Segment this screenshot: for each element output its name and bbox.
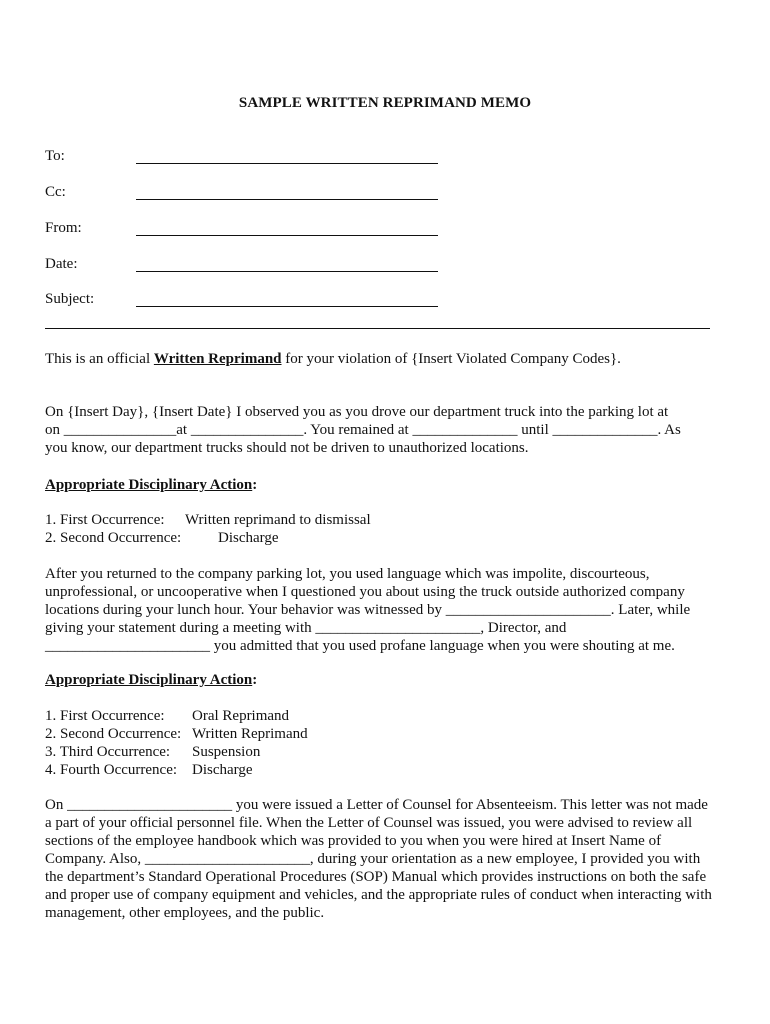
paragraph-line: After you returned to the company parking lot, you used language which was impolite, discourteous, (45, 566, 650, 582)
list-item-value: Written reprimand to dismissal (185, 512, 371, 528)
section-heading-text: Appropriate Disciplinary Action (45, 672, 253, 688)
paragraph-line: you know, our department trucks should not be driven to unauthorized locations. (45, 440, 529, 456)
paragraph-line: On {Insert Day}, {Insert Date} I observed you as you drove our department truck into the parking lot at (45, 404, 669, 420)
cc-label: Cc: (45, 184, 66, 200)
paragraph-line: on _______________at _______________. You remained at ______________ until ______________. As (45, 422, 681, 438)
intro-paragraph (45, 350, 725, 368)
cc-field (45, 184, 445, 204)
list-item-value: Oral Reprimand (192, 708, 290, 724)
memo-title: SAMPLE WRITTEN REPRIMAND MEMO (238, 95, 532, 111)
paragraph-line: unprofessional, or uncooperative when I questioned you about using the truck outside authorized company (45, 584, 685, 600)
section-heading-2 (45, 671, 725, 689)
list-item-label: 1. First Occurrence: (45, 708, 165, 724)
list-item-value: Discharge (192, 762, 253, 778)
intro-pre: This is an official (45, 351, 154, 367)
paragraph-line: locations during your lunch hour. Your behavior was witnessed by ______________________. Later, while (45, 602, 691, 618)
paragraph-observation (45, 403, 725, 457)
paragraph-counsel (45, 796, 725, 922)
date-blank-line[interactable] (136, 271, 438, 272)
date-field (45, 256, 445, 276)
paragraph-line: giving your statement during a meeting with ______________________, Director, and (45, 620, 567, 636)
section-heading-text: Appropriate Disciplinary Action (45, 477, 253, 493)
section-heading-colon: : (252, 672, 258, 688)
paragraph-line: a part of your official personnel file. When the Letter of Counsel was issued, you were advised to review all (45, 815, 693, 831)
list-item-value: Written Reprimand (192, 726, 308, 742)
from-field (45, 220, 445, 240)
paragraph-conduct (45, 565, 725, 655)
list-item-value: Suspension (192, 744, 261, 760)
paragraph-line: sections of the employee handbook which was provided to you when you were hired at Insert Name of (45, 833, 662, 849)
list-item-label: 2. Second Occurrence: (45, 530, 182, 546)
paragraph-line: ______________________ you admitted that you used profane language when you were shouting at me. (45, 638, 675, 654)
paragraph-line: On ______________________ you were issued a Letter of Counsel for Absenteeism. This letter was not made (45, 797, 708, 813)
from-label: From: (45, 220, 82, 236)
to-label: To: (45, 148, 65, 164)
to-blank-line[interactable] (136, 163, 438, 164)
to-field (45, 148, 445, 168)
intro-post: for your violation of {Insert Violated Company Codes}. (281, 351, 621, 367)
date-label: Date: (45, 256, 78, 272)
list-item-label: 1. First Occurrence: (45, 512, 165, 528)
list-item-label: 2. Second Occurrence: (45, 726, 182, 742)
list-item-label: 3. Third Occurrence: (45, 744, 171, 760)
subject-blank-line[interactable] (136, 306, 438, 307)
section-heading-1 (45, 476, 725, 494)
header-divider (45, 328, 710, 329)
cc-blank-line[interactable] (136, 199, 438, 200)
subject-label: Subject: (45, 291, 95, 307)
list-item-label: 4. Fourth Occurrence: (45, 762, 178, 778)
paragraph-line: Company. Also, ______________________, during your orientation as a new employee, I provided you with (45, 851, 701, 867)
section-heading-colon: : (252, 477, 258, 493)
paragraph-line: the department’s Standard Operational Procedures (SOP) Manual which provides instructions on both the safe (45, 869, 707, 885)
list-item-value: Discharge (218, 530, 279, 546)
intro-emphasis: Written Reprimand (153, 351, 282, 367)
paragraph-line: and proper use of company equipment and vehicles, and the appropriate rules of conduct when interacting with (45, 887, 712, 903)
paragraph-line: management, other employees, and the public. (45, 905, 325, 921)
from-blank-line[interactable] (136, 235, 438, 236)
subject-field (45, 291, 445, 311)
